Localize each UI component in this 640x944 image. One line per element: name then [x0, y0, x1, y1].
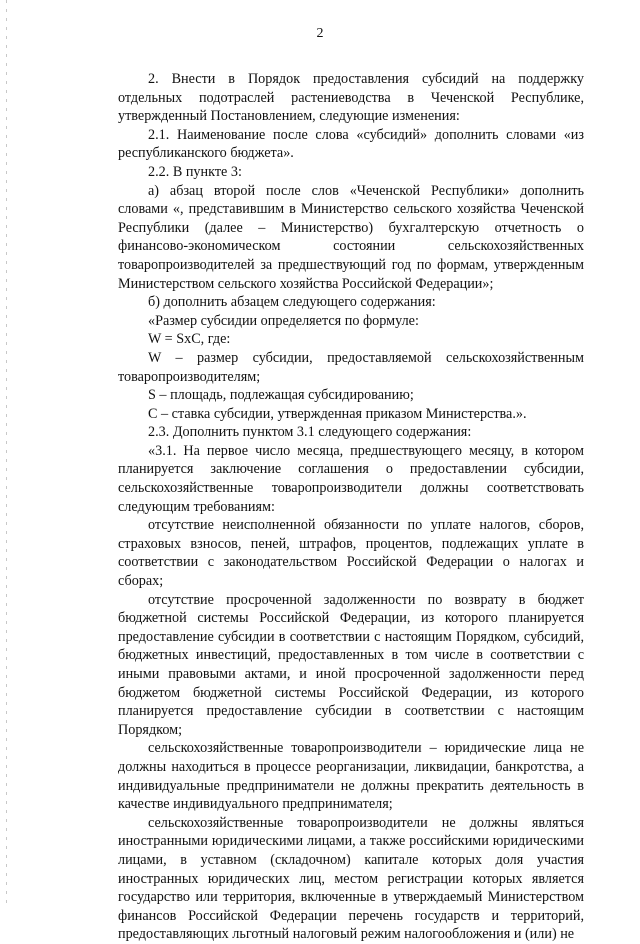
paragraph: С – ставка субсидии, утвержденная приказом Министерства.».: [148, 405, 527, 422]
paragraph: сельскохозяйственные товаропроизводители не должны являться иностранными юридическими лицами, а также российскими юридическими лицами, в уставном (складочном) капитале которых доля участия иностранных юридических лиц, местом регистрации которых является государство или территория, включенные в утверждаемый Министерством финансов Российской Федерации перечень государств и территорий, предоставляющих льготный налоговый режим налогообложения и (или) не: [118, 814, 584, 943]
paragraph: а) абзац второй после слов «Чеченской Республики» дополнить словами «, представившим в Министерство сельского хозяйства Чеченской Республики (далее – Министерство) бухгалтерскую отчетность о финансово-экономическом состоянии сельскохозяйственных товаропроизводителей за предшествующий год по формам, утвержденным Министерством сельского хозяйства Российской Федерации»;: [118, 182, 584, 292]
paragraph: 2.1. Наименование после слова «субсидий» дополнить словами «из республиканского бюджета».: [118, 126, 584, 162]
paragraph: «Размер субсидии определяется по формуле:: [148, 312, 419, 329]
paragraph: б) дополнить абзацем следующего содержания:: [148, 294, 436, 311]
paragraph: отсутствие неисполненной обязанности по уплате налогов, сборов, страховых взносов, пеней, штрафов, процентов, подлежащих уплате в соответствии с законодательством Российской Федерации о налогах и сборах;: [118, 517, 584, 590]
document-body: [118, 70, 584, 944]
paragraph: W – размер субсидии, предоставляемой сельскохозяйственным товаропроизводителям;: [118, 349, 584, 385]
paragraph: S – площадь, подлежащая субсидированию;: [148, 387, 414, 404]
paragraph: отсутствие просроченной задолженности по возврату в бюджет бюджетной системы Российской Федерации, из которого планируется предоставление субсидии в соответствии с настоящим Порядком, субсидий, бюджетных инвестиций, предоставленных в том числе в соответствии с иными правовыми актами, и иной просроченной задолженности перед бюджетом бюджетной системы Российской Федерации, из которого планируется предоставление субсидии в соответствии с настоящим Порядком;: [118, 591, 584, 738]
paragraph: 2.2. В пункте 3:: [148, 163, 242, 180]
paragraph: сельскохозяйственные товаропроизводители – юридические лица не должны находиться в процессе реорганизации, ликвидации, банкротства, а индивидуальные предприниматели не должны прекратить деятельность в качестве индивидуального предпринимателя;: [118, 740, 584, 813]
scan-edge-marks: [6, 0, 7, 905]
page-number: 2: [316, 26, 324, 41]
paragraph: W = SxC, где:: [148, 331, 231, 348]
paragraph: 2.3. Дополнить пунктом 3.1 следующего содержания:: [148, 424, 472, 441]
paragraph: 2. Внести в Порядок предоставления субсидий на поддержку отдельных подотраслей растениеводства в Чеченской Республике, утвержденный Постановлением, следующие изменения:: [118, 71, 584, 125]
paragraph: «3.1. На первое число месяца, предшествующего месяцу, в котором планируется заключение соглашения о предоставлении субсидии, сельскохозяйственные товаропроизводители должны соответствовать следующим требованиям:: [118, 442, 584, 515]
